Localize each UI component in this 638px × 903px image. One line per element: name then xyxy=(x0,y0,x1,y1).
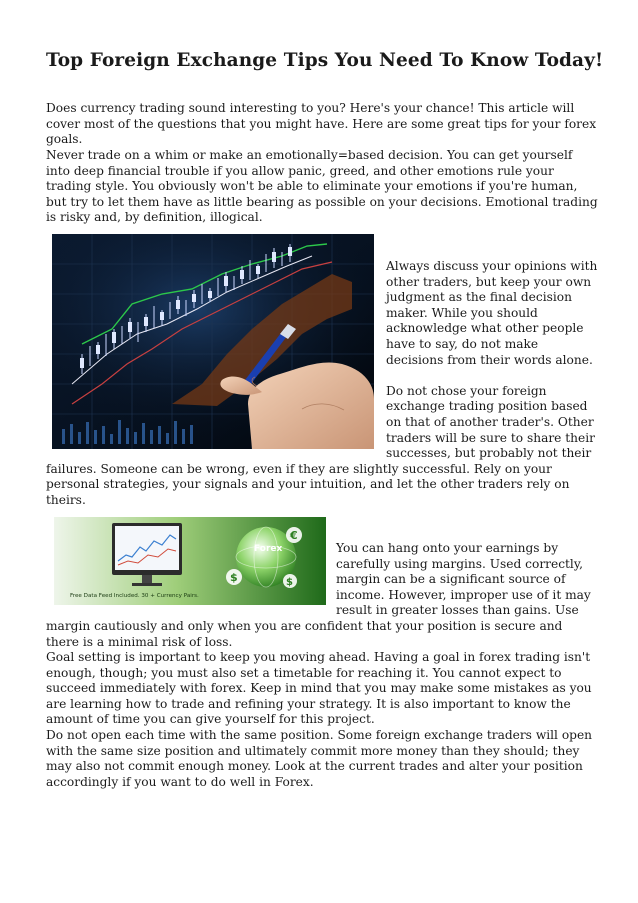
paragraph-emotions: Never trade on a whim or make an emotionally=based decision. You can get yourself into deep financial trouble if you allow panic, greed, and other emotions rule your trading style. You obviously won't be able to eliminate your emotions if you're human, but try to let them have as little bearing as possible on your decisions. Emotional trading is risky and, by definition, illogical. xyxy=(46,148,598,225)
paragraph-goal-setting: Goal setting is important to keep you moving ahead. Having a goal in forex trading isn't enough, though; you must also set a timetable for reaching it. You cannot expect to succeed immediately with forex. Keep in mind that you may make some mistakes as you are learning how to trade and refining your strategy. It is also important to know the amount of time you can give yourself for this project. xyxy=(46,650,592,727)
article-title: Top Foreign Exchange Tips You Need To Know Today! xyxy=(46,50,604,71)
dollar-icon: $ xyxy=(230,571,238,584)
paragraph-discuss-opinions: Always discuss your opinions with other traders, but keep your own judgment as the final decision maker. While you should acknowledge what other people have to say, do not make decisions from their words alone. xyxy=(386,259,598,367)
paragraph-position-size: Do not open each time with the same position. Some foreign exchange traders will open with the same size position and ultimately commit more money than they should; they may also not commit enough money. Look at the current trades and alter your position accordingly if you want to do well in Forex. xyxy=(46,728,593,789)
banner-caption: Free Data Feed Included. 30 + Currency Pairs. xyxy=(70,593,199,599)
paragraph-intro: Does currency trading sound interesting to you? Here's your chance! This article will cover most of the questions that you might have. Here are some great tips for your forex goals. xyxy=(46,101,597,147)
dollar-icon-small: $ xyxy=(286,577,293,588)
forex-banner-image xyxy=(54,517,326,605)
euro-icon: € xyxy=(290,529,298,542)
trading-chart-photo xyxy=(52,234,374,449)
paragraph-margins: You can hang onto your earnings by carefully using margins. Used correctly, margin can be a significant source of income. However, improper use of it may result in greater losses than gains. Use margin cautiously and only when you are confident that your position is secure and there is a minimal risk of loss. xyxy=(46,541,591,649)
section-with-banner xyxy=(46,517,598,650)
globe-label: Forex xyxy=(254,544,283,554)
paragraph-trading-position: Do not chose your foreign exchange trading position based on that of another trader's. Other traders will be sure to share their successes, but probably not their failures. Someone can be wrong, even if they are slightly successful. Rely on your personal strategies, your signals and your intuition, and let the other traders rely on theirs. xyxy=(46,383,595,507)
section-with-chart-photo xyxy=(46,234,598,509)
